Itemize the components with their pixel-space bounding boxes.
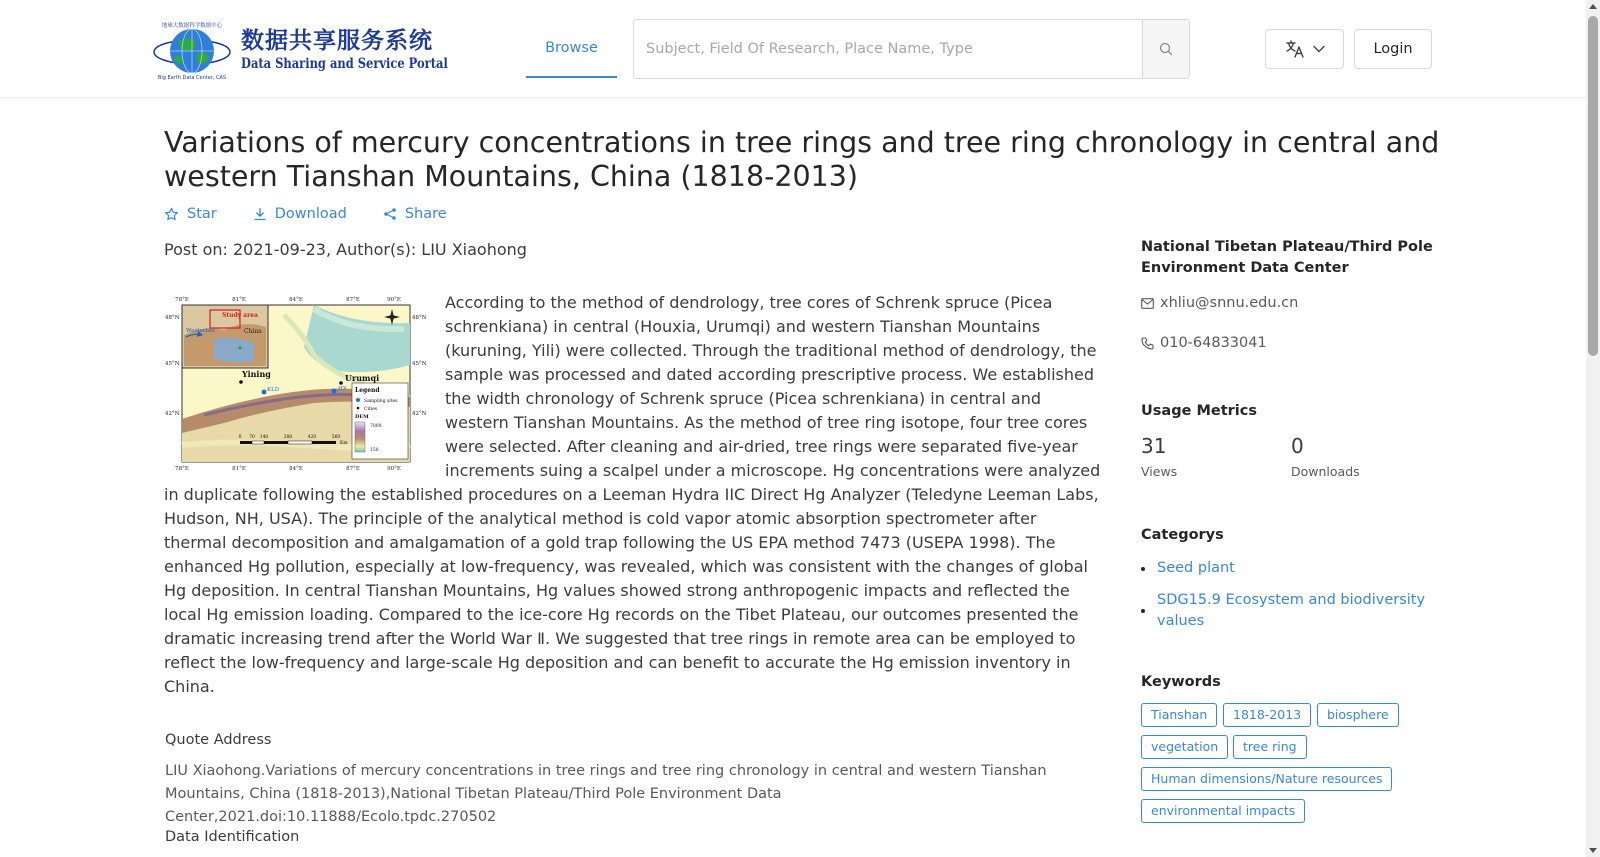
map-legend-dem-high: 7000 xyxy=(370,424,382,429)
map-legend-dem: DEM xyxy=(355,414,369,420)
map-bottom-tick-4: 90°E xyxy=(387,466,401,472)
map-top-tick-4: 90°E xyxy=(387,297,401,303)
map-top-tick-1: 81°E xyxy=(232,297,246,303)
categories-title: Categorys xyxy=(1141,527,1224,543)
quote-address-label: Quote Address xyxy=(165,732,272,748)
map-top-tick-0: 78°E xyxy=(175,297,189,303)
mail-icon xyxy=(1141,298,1154,309)
map-inset-study-area: Study area xyxy=(222,312,258,319)
map-top-tick-3: 87°E xyxy=(346,297,360,303)
globe-logo-icon xyxy=(152,20,232,80)
contact-email[interactable] xyxy=(1141,295,1298,311)
map-scale-0: 0 xyxy=(238,435,242,440)
download-icon xyxy=(253,207,267,221)
page-scrollbar[interactable] xyxy=(1586,0,1600,857)
data-identification-label: Data Identification xyxy=(165,829,300,845)
downloads-count: 0 xyxy=(1291,434,1304,458)
map-legend-sampling: Sampling sites xyxy=(364,399,398,404)
scroll-down-arrow-icon[interactable] xyxy=(1589,848,1597,853)
map-right-tick-2: 42°N xyxy=(412,411,427,417)
data-center-name: National Tibetan Plateau/Third Pole Environment Data Center xyxy=(1141,239,1433,276)
study-area-map[interactable] xyxy=(164,295,429,473)
quote-address-text: LIU Xiaohong.Variations of mercury concentrations in tree rings and tree ring chronology in central and western Tianshan Mountains, China (1818-2013),National Tibetan Plateau/Third Pole Environment Data Center,2021.doi:10.11888/Ecolo.tpdc.270502 xyxy=(165,763,1047,825)
abstract-text: According to the method of dendrology, tree cores of Schrenk spruce (Picea schrenkiana) in central (Houxia, Urumqi) and western Tianshan Mountains (kuruning, Yili) were collected. Through the traditional method of dendrology, the sample was processed and dated according prescriptive process. We established the width chronology of Schrenk spruce (Picea schrenkiana) in central and western Tianshan Mountains. As the method of tree ring isotope, four tree cores were selected. After cleaning and air-dried, tree rings were separated five-year increments suing a scalpel under a microscope. Hg concentrations were analyzed in duplicate following the established procedures on a Leeman Hydra IIC Direct Hg Analyzer (Teledyne Leeman Labs, Hudson, NH, USA). The principle of the analytical method is cold vapor atomic absorption spectrometer after thermal decomposition and amalgamation of a gold trap following the US EPA method 7473 (USEPA 1998). The enhanced Hg pollution, especially at low-frequency, was revealed, which was consistent with the changes of global Hg deposition. In central Tianshan Mountains, Hg values showed strong anthropogenic impacts and reflected the local Hg emission loading. Compared to the ice-core Hg records on the Tibet Plateau, our outcomes presented the dramatic increasing trend after the World War Ⅱ. We suggested that tree rings in remote area can be employed to reflect the low-frequency and large-scale Hg deposition and can benefit to accurate the Hg emission inventory in China. xyxy=(164,293,1101,696)
keyword-tag[interactable]: biosphere xyxy=(1317,703,1399,727)
bullet-icon xyxy=(1141,567,1145,571)
share-icon xyxy=(383,207,397,221)
post-info: Post on: 2021-09-23, Author(s): LIU Xiaohong xyxy=(164,240,527,259)
map-scale-2: 140 xyxy=(259,435,269,440)
map-scale-5: 560 xyxy=(331,435,341,440)
category-item xyxy=(1141,558,1431,579)
contact-phone xyxy=(1141,335,1267,351)
category-link[interactable]: SDG15.9 Ecosystem and biodiversity values xyxy=(1157,592,1426,629)
map-right-tick-0: 48°N xyxy=(412,315,427,321)
map-bottom-tick-3: 87°E xyxy=(346,466,360,472)
search-input[interactable] xyxy=(634,20,1143,78)
share-label: Share xyxy=(404,206,447,222)
map-scale-3: 280 xyxy=(283,435,293,440)
dataset-actions xyxy=(164,206,483,222)
language-switch-button[interactable] xyxy=(1265,29,1344,69)
nav-browse[interactable]: Browse xyxy=(526,20,617,78)
map-right-tick-1: 45°N xyxy=(412,361,427,367)
category-link[interactable]: Seed plant xyxy=(1157,560,1235,576)
map-bottom-tick-2: 84°E xyxy=(289,466,303,472)
keyword-tag[interactable]: Human dimensions/Nature resources xyxy=(1141,767,1392,791)
map-city-urumqi: Urumqi xyxy=(345,373,380,383)
keyword-tag[interactable]: tree ring xyxy=(1233,735,1307,759)
map-left-tick-0: 48°N xyxy=(165,315,180,321)
keyword-tag[interactable]: 1818-2013 xyxy=(1223,703,1311,727)
downloads-label: Downloads xyxy=(1291,464,1360,479)
map-bottom-tick-1: 81°E xyxy=(232,466,246,472)
category-item xyxy=(1141,590,1431,632)
map-top-tick-2: 84°E xyxy=(289,297,303,303)
download-button[interactable] xyxy=(253,206,347,222)
scroll-up-arrow-icon[interactable] xyxy=(1589,4,1597,9)
keyword-tag[interactable]: Tianshan xyxy=(1141,703,1217,727)
top-header xyxy=(0,0,1586,98)
map-bottom-tick-0: 78°E xyxy=(175,466,189,472)
login-button[interactable]: Login xyxy=(1354,29,1432,69)
search-icon xyxy=(1159,42,1173,56)
share-button[interactable] xyxy=(383,206,447,222)
views-count: 31 xyxy=(1141,434,1167,458)
chevron-down-icon xyxy=(1313,45,1325,53)
map-site-kld: KLD xyxy=(267,387,280,393)
map-inset-china: China xyxy=(244,328,262,335)
search-bar xyxy=(633,19,1190,79)
logo-chinese-title: 数据共享服务系统 xyxy=(241,28,433,54)
dataset-title: Variations of mercury concentrations in tree rings and tree ring chronology in central and western Tianshan Mountains, China (1818-2013) xyxy=(164,126,1440,193)
map-inset-westerlies: Westerlies xyxy=(186,328,215,334)
map-legend-dem-low: 150 xyxy=(370,448,379,453)
usage-metrics-title: Usage Metrics xyxy=(1141,403,1257,419)
contact-email-text: xhliu@snnu.edu.cn xyxy=(1160,295,1299,311)
logo-arc-text: 地球大数据科学数据中心 xyxy=(161,23,223,29)
map-city-yining: Yining xyxy=(242,369,271,379)
star-label: Star xyxy=(187,206,217,222)
map-left-tick-1: 45°N xyxy=(165,361,180,367)
contact-phone-text: 010-64833041 xyxy=(1160,335,1267,351)
bullet-icon xyxy=(1141,609,1145,613)
map-scale-unit: Km xyxy=(340,441,348,446)
star-icon xyxy=(164,207,179,222)
views-label: Views xyxy=(1141,464,1178,479)
map-legend-cities: Cities xyxy=(364,407,378,412)
logo-english-title: Data Sharing and Service Portal xyxy=(241,56,448,72)
keywords-title: Keywords xyxy=(1141,674,1221,690)
portal-logo[interactable] xyxy=(152,20,448,80)
map-site-hx: HX xyxy=(338,386,347,392)
keyword-tag[interactable]: vegetation xyxy=(1141,735,1228,759)
phone-icon xyxy=(1141,337,1154,350)
download-label: Download xyxy=(274,206,347,222)
search-button[interactable] xyxy=(1142,20,1189,78)
map-legend-title: Legend xyxy=(355,387,380,394)
scrollbar-thumb[interactable] xyxy=(1588,16,1598,356)
map-left-tick-2: 42°N xyxy=(165,411,180,417)
logo-sub-text: Big Earth Data Center, CAS xyxy=(157,75,227,80)
map-scale-4: 420 xyxy=(307,435,317,440)
abstract xyxy=(164,291,1102,699)
keyword-tag[interactable]: environmental impacts xyxy=(1141,799,1305,823)
star-button[interactable] xyxy=(164,206,217,222)
translate-icon xyxy=(1285,40,1305,58)
map-scale-1: 70 xyxy=(249,435,255,440)
